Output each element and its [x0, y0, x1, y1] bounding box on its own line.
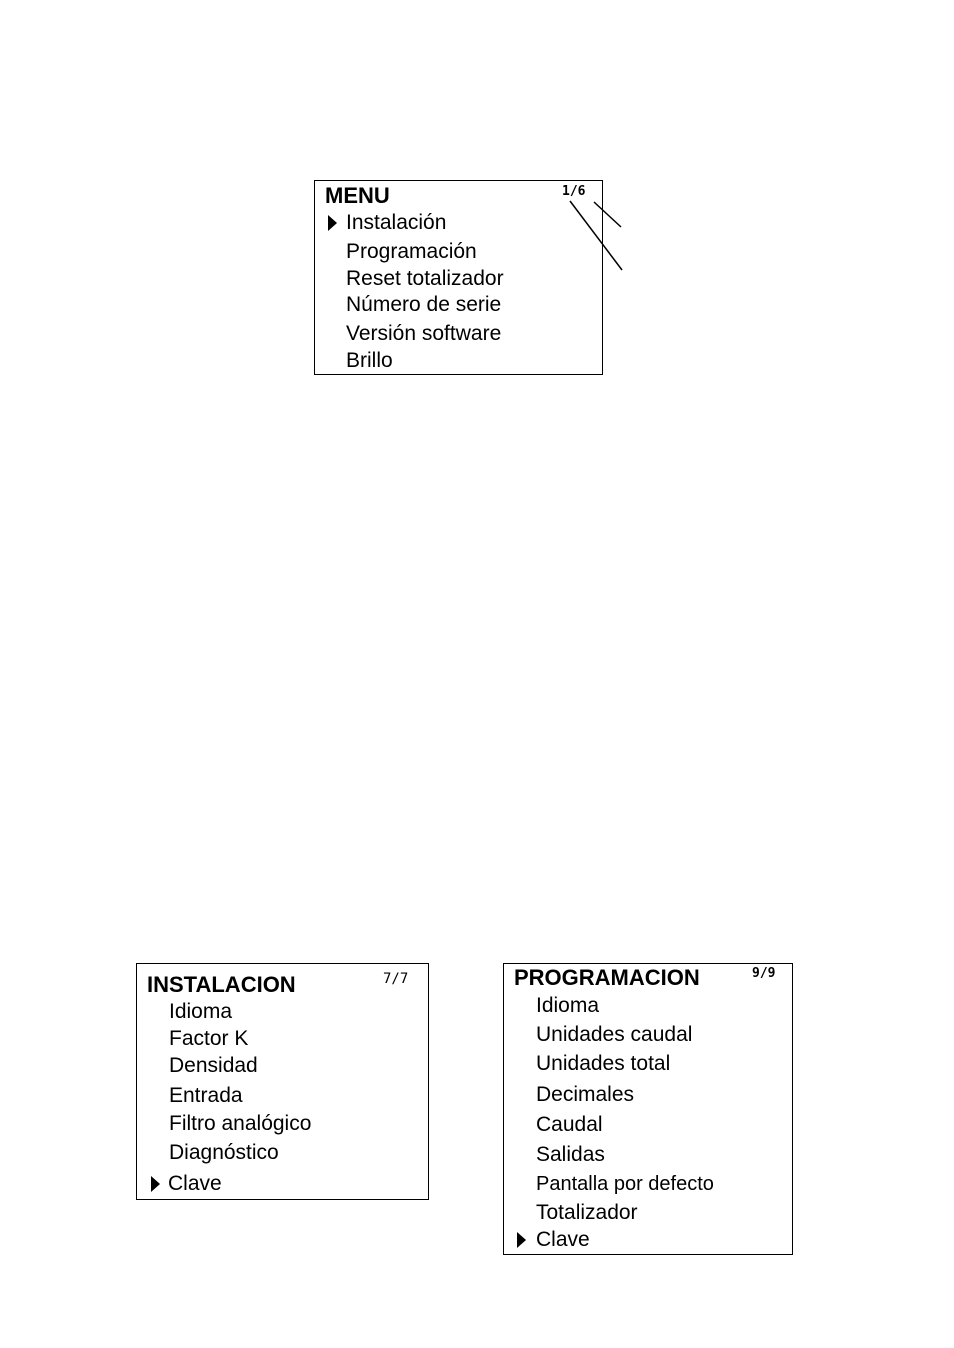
programming-title: PROGRAMACION: [514, 965, 700, 990]
installation-item-clave[interactable]: Clave: [168, 1172, 222, 1195]
installation-page-indicator: 7/7: [383, 971, 409, 987]
programming-item-pantalla-por-defecto[interactable]: Pantalla por defecto: [536, 1173, 714, 1195]
menu-page-indicator: 1/6: [562, 184, 586, 199]
menu-item-reset-totalizador[interactable]: Reset totalizador: [346, 267, 504, 290]
menu-item-programacion[interactable]: Programación: [346, 240, 477, 263]
installation-title: INSTALACION: [147, 972, 296, 997]
programming-item-unidades-total[interactable]: Unidades total: [536, 1052, 671, 1075]
programming-screen: [503, 963, 793, 1255]
installation-item-filtro-analogico[interactable]: Filtro analógico: [169, 1112, 312, 1135]
menu-item-brillo[interactable]: Brillo: [346, 349, 393, 372]
programming-item-unidades-caudal[interactable]: Unidades caudal: [536, 1023, 693, 1046]
selection-arrow-icon: [151, 1176, 160, 1192]
programming-item-idioma[interactable]: Idioma: [536, 994, 600, 1017]
programming-item-totalizador[interactable]: Totalizador: [536, 1201, 638, 1224]
installation-item-diagnostico[interactable]: Diagnóstico: [169, 1141, 279, 1164]
programming-item-decimales[interactable]: Decimales: [536, 1083, 635, 1106]
selection-arrow-icon: [517, 1232, 526, 1248]
installation-item-entrada[interactable]: Entrada: [169, 1084, 243, 1107]
programming-page-indicator: 9/9: [752, 966, 776, 981]
menu-item-version-software[interactable]: Versión software: [346, 322, 502, 345]
programming-item-salidas[interactable]: Salidas: [536, 1143, 605, 1166]
menu-item-instalacion[interactable]: Instalación: [346, 211, 447, 234]
installation-item-densidad[interactable]: Densidad: [169, 1054, 258, 1077]
programming-item-clave[interactable]: Clave: [536, 1228, 590, 1251]
installation-item-factor-k[interactable]: Factor K: [169, 1027, 249, 1050]
menu-title: MENU: [325, 183, 390, 208]
installation-screen: [136, 963, 429, 1200]
installation-item-idioma[interactable]: Idioma: [169, 1000, 233, 1023]
menu-item-numero-de-serie[interactable]: Número de serie: [346, 293, 502, 316]
programming-item-caudal[interactable]: Caudal: [536, 1113, 603, 1136]
callout-line-total-pages: [594, 202, 621, 227]
callout-line-current-page: [570, 201, 622, 270]
